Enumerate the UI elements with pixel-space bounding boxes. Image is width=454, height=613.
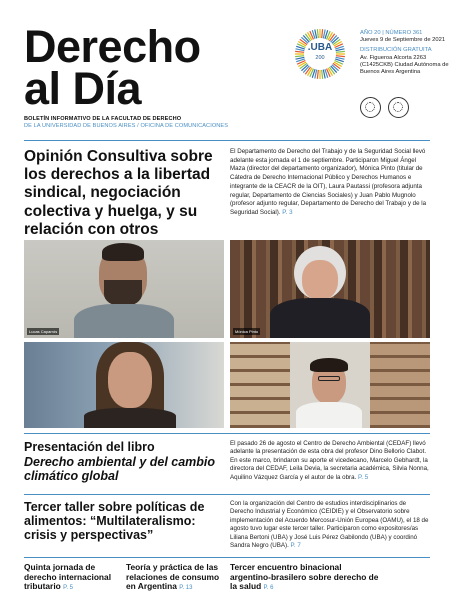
- lead-headline[interactable]: Opinión Consultiva sobre los derechos a la libertad sindical, negociación colectiva y huelga, y su relación con otros: [24, 148, 213, 238]
- seals: [360, 97, 412, 123]
- university-seal-icon: [360, 97, 381, 118]
- article3-headline[interactable]: Tercer taller sobre políticas de alimentos: “Multilateralismo: crisis y perspectivas”: [24, 500, 205, 543]
- participant-name: Lucas Caparrós: [29, 329, 58, 334]
- footer-item-page-ref: P. 5: [63, 585, 73, 592]
- footer-item-title: Quinta jornada de derecho internacional tributario: [24, 562, 112, 592]
- article2-body: [230, 440, 430, 482]
- video-tile: [24, 240, 224, 338]
- divider: [24, 494, 430, 495]
- footer-item[interactable]: [230, 563, 380, 594]
- subtitle-line2: DE LA UNIVERSIDAD DE BUENOS AIRES / OFICINA DE COMUNICACIONES: [24, 123, 229, 129]
- masthead-line2: al Día: [24, 63, 142, 114]
- divider: [24, 433, 430, 434]
- logo-name: .UBA: [307, 42, 333, 53]
- article3-page-ref[interactable]: P. 7: [290, 542, 301, 550]
- masthead-line1: Derecho: [24, 21, 201, 72]
- video-tile: [24, 342, 224, 428]
- article2-headline-plain: Presentación del libro: [24, 440, 155, 454]
- issue-address: Av. Figueroa Alcorta 2263 (C1425CKB) Ciudad Autónoma de Buenos Aires Argentina: [360, 54, 449, 76]
- footer-item-page-ref: P. 6: [263, 585, 274, 592]
- video-tile: [230, 342, 430, 428]
- video-call-photo: [24, 240, 430, 428]
- uba-200-logo: [294, 28, 346, 80]
- participant-name: Mónica Pinto: [235, 329, 259, 334]
- video-tile: [230, 240, 430, 338]
- subtitle-line1: BOLETÍN INFORMATIVO DE LA FACULTAD DE DERECHO: [24, 116, 182, 122]
- article3-body-text: Con la organización del Centro de estudios interdisciplinarios de Derecho Industrial y Económico (CEIDIE) y el Observatorio sobre implementación del Acuerdo Mercosur-Unión Europea (OAMU), el 18 de agosto tuvo lugar este tercer taller. Participaron como expositores/as Liliana Bertoni (UBA) y José Luis Pérez Gabilondo (UBA) y coordinó Sandra Negro (UBA).: [230, 500, 429, 550]
- faculty-seal-icon: [388, 97, 409, 118]
- sunburst-icon: [294, 28, 346, 80]
- issue-number: AÑO 20 | NÚMERO 361: [360, 30, 423, 36]
- lead-page-ref[interactable]: P. 3: [282, 208, 293, 216]
- footer-item-page-ref: P. 13: [179, 585, 193, 592]
- divider: [24, 140, 430, 141]
- issue-date: Jueves 9 de Septiembre de 2021: [360, 37, 446, 44]
- article2-page-ref[interactable]: P. 5: [357, 473, 369, 481]
- distribution-label: DISTRIBUCIÓN GRATUITA: [360, 47, 432, 54]
- article2-headline-italic: Derecho ambiental y del cambio climático global: [24, 454, 216, 483]
- divider: [24, 557, 430, 558]
- lead-body-text: El Departamento de Derecho del Trabajo y de la Seguridad Social llevó adelante esta jornada el 1 de septiembre. Participaron Miguel Ángel Maza (director del departamento organizador), Mónica Pinto (titular de Cátedra de Derecho Internacional Público y Derechos Humanos e integrante de la CEACR de la OIT), Laura Pautassi (profesora adjunta regular, Departamento de Ciencias Sociales) y Juan Pablo Mugnolo (profesor adjunto regular, Departamento de Derecho del Trabajo y de la Seguridad Social).: [230, 148, 427, 216]
- lead-body: [230, 148, 430, 218]
- footer-item-title: Teoría y práctica de las relaciones de consumo en Argentina: [126, 562, 220, 592]
- footer-item[interactable]: [24, 563, 119, 594]
- article2-body-text: El pasado 26 de agosto el Centro de Derecho Ambiental (CEDAF) llevó adelante la presentación de esta obra del profesor Dino Bellorio Clabot. En este marco, brindaron su aporte el vicedecano, Marcelo Gebhardt, la directora del CEDAF, Leila Devia, la secretaria académica, Silvia Nonna, Aquilino Vázquez García y el autor de la obra.: [230, 440, 429, 481]
- article3-body: [230, 500, 430, 550]
- footer-item-title: Tercer encuentro binacional argentino-brasilero sobre derecho de la salud: [230, 562, 379, 592]
- footer-item[interactable]: [126, 563, 224, 594]
- issue-info: [360, 30, 452, 76]
- masthead: [24, 21, 201, 114]
- logo-number: 200: [315, 55, 325, 61]
- article2-headline[interactable]: [24, 440, 224, 484]
